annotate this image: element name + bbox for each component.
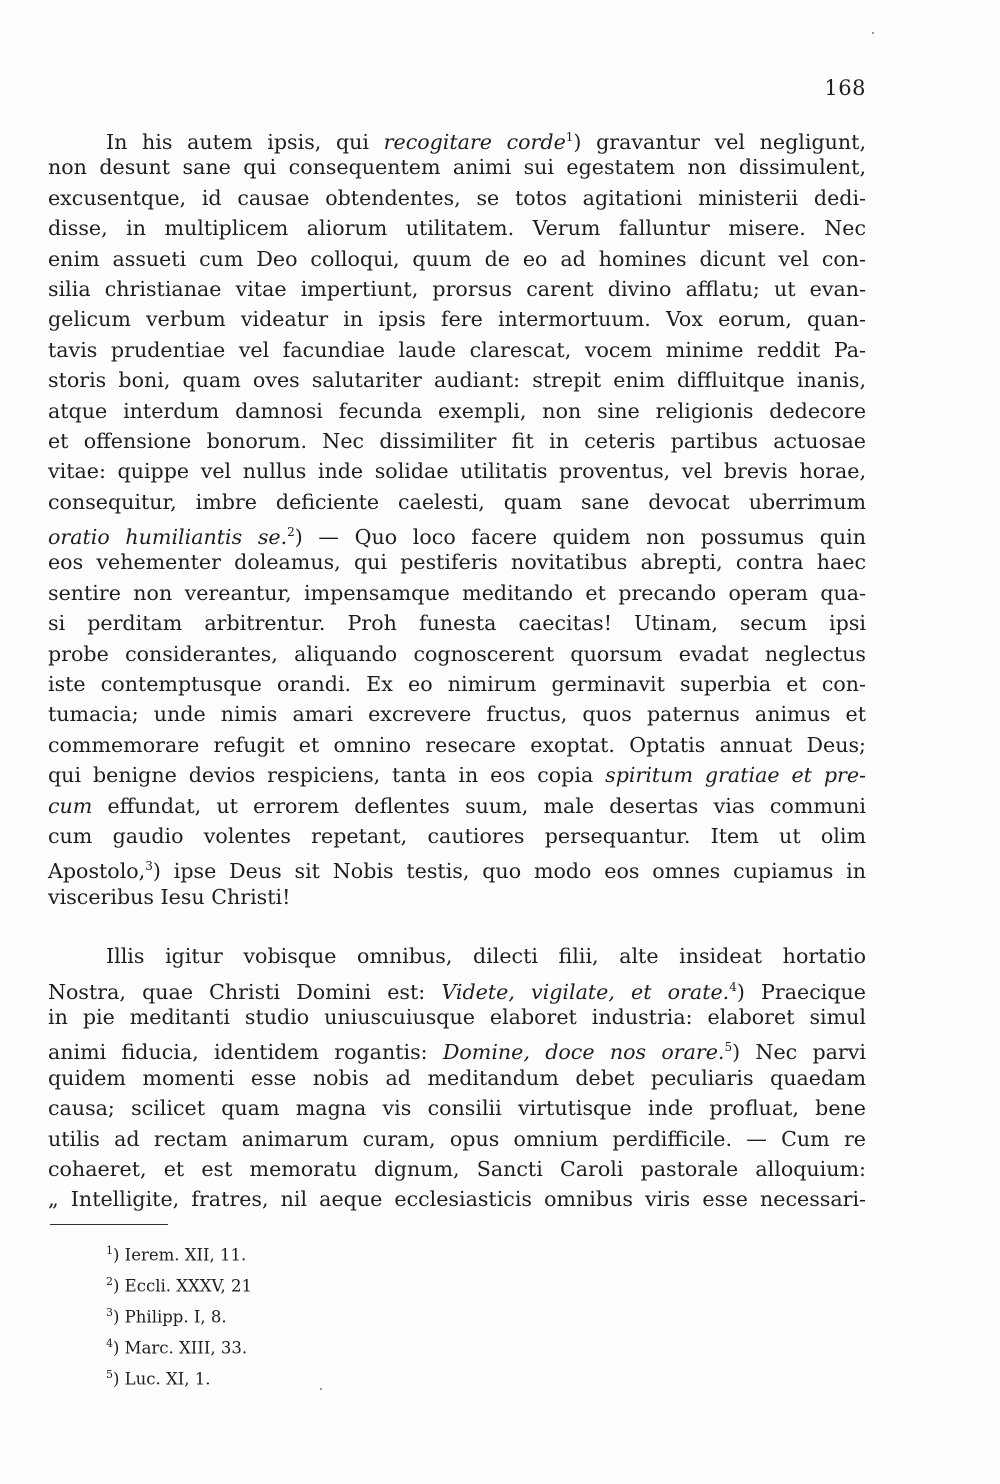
text-line [48,972,866,1002]
text-line [48,396,866,426]
text-segment: non desunt sane qui consequentem animi sui egestatem non dissimulent, [48,155,866,180]
text-line [48,699,866,729]
text-segment: ) ipse Deus sit Nobis testis, quo modo eos omnes cupiamus in [152,859,866,884]
text-line [48,1184,866,1214]
text-segment: ) Nec parvi [732,1040,866,1065]
text-segment: „ Intelligite, fratres, nil aeque ecclesiasticis omnibus viris esse necessari- [48,1187,866,1212]
text-segment: sentire non vereantur, impensamque meditando et precando operam qua- [48,580,866,605]
footnote-text: ) Marc. XIII, 33. [113,1338,248,1358]
text-line [48,122,866,152]
footnote-rule [50,1224,168,1225]
text-line [48,851,866,884]
text-segment: storis boni, quam oves salutariter audiant: strepit enim diffluitque inanis, [48,368,866,393]
text-line [48,365,866,395]
text-line [48,578,866,608]
paragraph-2 [48,941,866,1215]
text-segment: si perditam arbitrentur. Proh funesta caecitas! Utinam, secum ipsi [48,611,866,636]
text-segment: tumacia; unde nimis amari excrevere fructus, quos paternus animus et [48,702,866,727]
footnote-text: ) Luc. XI, 1. [113,1369,211,1389]
footnote-ref: 3 [145,859,153,874]
text-segment: cohaeret, et est memoratu dignum, Sancti Caroli pastorale alloquium: [48,1156,866,1181]
text-line [48,274,866,304]
footnotes [106,1238,252,1393]
footnote [106,1269,252,1300]
text-line [48,882,866,912]
text-line [48,456,866,486]
text-segment: probe considerantes, aliquando cognoscerent quorsum evadat neglectus [48,641,866,666]
text-segment: enim assueti cum Deo colloqui, quum de eo ad homines dicunt vel con- [48,246,866,271]
text-line [48,941,866,971]
italic-segment: Videte, vigilate, et orate. [441,979,730,1004]
footnote-mark: 1 [106,1244,113,1257]
text-segment: quidem momenti esse nobis ad meditandum debet peculiaris quaedam [48,1065,866,1090]
text-line [48,152,866,182]
text-segment: et offensione bonorum. Nec dissimiliter fit in ceteris partibus actuosae [48,428,866,453]
text-segment: Apostolo, [48,859,146,884]
text-line [48,335,866,365]
footnote-text: ) Eccli. XXXV, 21 [113,1276,253,1296]
text-line [48,1124,866,1154]
text-line [48,183,866,213]
footnote-ref: 1 [565,130,574,144]
text-segment: qui benigne devios respiciens, tanta in eos copia [48,763,606,788]
text-line [48,791,866,821]
text-line [48,639,866,669]
text-line [48,547,866,577]
footnote-ref: 2 [287,525,295,540]
paragraph-1 [48,122,866,912]
text-segment: ) gravantur vel negligunt, [573,129,867,154]
text-line [48,1032,866,1065]
footnote [106,1362,252,1393]
footnote-mark: 4 [106,1337,113,1351]
text-line [48,760,866,790]
scan-speck [320,1388,322,1390]
text-line [48,487,866,517]
text-line [48,426,866,456]
text-line [48,1154,866,1184]
page-number: 168 [824,76,866,100]
text-segment: commemorare refugit et omnino resecare exoptat. Optatis annuat Deus; [48,732,866,757]
footnote [106,1300,252,1331]
text-segment: ) Praecique [736,979,866,1004]
text-line [48,730,866,760]
text-line [48,213,866,243]
text-segment: silia christianae vitae impertiunt, prorsus carent divino afflatu; ut evan- [48,276,866,301]
text-segment: ) — Quo loco facere quidem non possumus quin [294,524,866,549]
text-segment: vitae: quippe vel nullus inde solidae utilitatis proventus, vel brevis horae, [48,459,866,484]
footnote-mark: 5 [106,1368,113,1382]
footnote-mark: 3 [106,1306,113,1320]
body-text [48,122,866,1215]
text-segment: eos vehementer doleamus, qui pestiferis novitatibus abrepti, contra haec [48,550,866,575]
text-segment: causa; scilicet quam magna vis consilii virtutisque inde profluat, bene [48,1096,866,1121]
text-line [48,1002,866,1032]
footnote [106,1331,252,1362]
text-segment: Nostra, quae Christi Domini est: [48,979,442,1004]
text-segment: iste contemptusque orandi. Ex eo nimirum germinavit superbia et con- [48,672,866,697]
italic-segment: spiritum gratiae et pre- [605,763,866,788]
text-line [48,1093,866,1123]
italic-segment: cum [48,793,93,818]
italic-segment: Domine, doce nos orare. [442,1040,725,1065]
text-segment: Illis igitur vobisque omnibus, dilecti filii, alte insideat hortatio [106,944,866,969]
text-line [48,1063,866,1093]
text-segment: excusentque, id causae obtendentes, se totos agitationi ministerii dedi- [48,185,866,210]
text-segment: cum gaudio volentes repetant, cautiores persequantur. Item ut olim [48,823,866,848]
text-segment: atque interdum damnosi fecunda exempli, non sine religionis dedecore [48,398,866,423]
text-segment: effundat, ut errorem deflentes suum, male desertas vias communi [92,793,866,818]
text-segment: in pie meditanti studio uniuscuiusque elaboret industria: elaboret simul [48,1004,866,1029]
text-line [48,608,866,638]
text-line [48,517,866,547]
footnote-text: ) Ierem. XII, 11. [113,1245,247,1265]
scan-speck [872,32,874,34]
text-segment: disse, in multiplicem aliorum utilitatem. Verum falluntur misere. Nec [48,216,866,241]
text-line [48,669,866,699]
footnote-text: ) Philipp. I, 8. [113,1307,227,1327]
paragraph-gap [48,912,866,941]
footnote [106,1238,252,1269]
footnote-ref: 5 [724,1040,733,1055]
italic-segment: recogitare corde [383,129,566,154]
text-line [48,304,866,334]
text-line [48,244,866,274]
text-segment: In his autem ipsis, qui [106,129,384,154]
text-segment: visceribus Iesu Christi! [48,884,291,909]
text-segment: utilis ad rectam animarum curam, opus omnium perdifficile. — Cum re [48,1126,866,1151]
footnote-ref: 4 [729,979,737,994]
text-segment: tavis prudentiae vel facundiae laude clarescat, vocem minime reddit Pa- [48,337,866,362]
text-line [48,821,866,851]
footnote-mark: 2 [106,1275,113,1289]
text-segment: gelicum verbum videatur in ipsis fere intermortuum. Vox eorum, quan- [48,307,866,332]
text-segment: animi fiducia, identidem rogantis: [48,1040,443,1065]
text-segment: consequitur, imbre deficiente caelesti, quam sane devocat uberrimum [48,489,866,514]
italic-segment: oratio humiliantis se. [48,524,288,549]
